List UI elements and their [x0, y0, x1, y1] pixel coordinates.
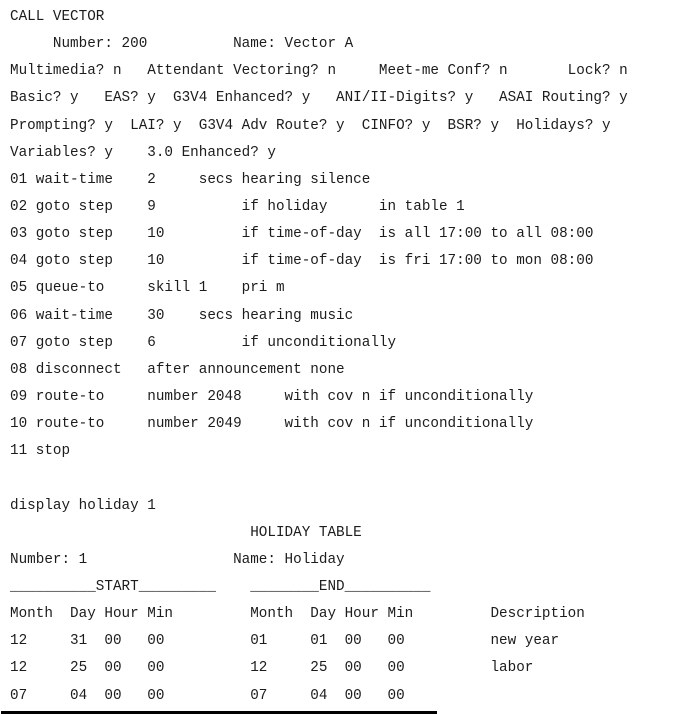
- vector-flags-line: Multimedia? n Attendant Vectoring? n Meet-me Conf? n Lock? n: [10, 63, 628, 80]
- vector-flags-line: Prompting? y LAI? y G3V4 Adv Route? y CINFO? y BSR? y Holidays? y: [10, 117, 611, 134]
- vector-step-line: 09 route-to number 2048 with cov n if unconditionally: [10, 388, 534, 405]
- vector-step-line: 06 wait-time 30 secs hearing music: [10, 307, 354, 324]
- holiday-table-title: HOLIDAY TABLE: [10, 524, 362, 541]
- holiday-number-name-line: Number: 1 Name: Holiday: [10, 551, 345, 568]
- vector-step-line: 11 stop: [10, 443, 71, 460]
- vector-step-line: 03 goto step 10 if time-of-day is all 17:00 to all 08:00: [10, 226, 594, 243]
- vector-step-line: 08 disconnect after announcement none: [10, 361, 345, 378]
- call-vector-title: CALL VECTOR: [10, 9, 105, 25]
- holiday-start-end-band: __________START_________ ________END__________: [10, 578, 431, 595]
- vector-step-line: 07 goto step 6 if unconditionally: [10, 334, 397, 351]
- holiday-row: 07 04 00 00 07 04 00 00: [10, 687, 405, 704]
- vector-step-line: 10 route-to number 2049 with cov n if unconditionally: [10, 416, 534, 433]
- blank-line: [10, 465, 679, 492]
- command-line[interactable]: display holiday 1: [10, 497, 156, 514]
- vector-step-line: 01 wait-time 2 secs hearing silence: [10, 171, 371, 188]
- vector-flags-line: Variables? y 3.0 Enhanced? y: [10, 144, 276, 161]
- holiday-column-headers: Month Day Hour Min Month Day Hour Min Description: [10, 606, 585, 623]
- vector-step-line: 05 queue-to skill 1 pri m: [10, 280, 285, 297]
- vector-number-name-line: Number: 200 Name: Vector A: [10, 36, 354, 53]
- holiday-row: 12 25 00 00 12 25 00 00 labor: [10, 660, 534, 677]
- vector-step-line: 02 goto step 9 if holiday in table 1: [10, 198, 465, 215]
- holiday-row: 12 31 00 00 01 01 00 00 new year: [10, 633, 560, 650]
- vector-flags-line: Basic? y EAS? y G3V4 Enhanced? y ANI/II-Digits? y ASAI Routing? y: [10, 90, 628, 107]
- vector-step-line: 04 goto step 10 if time-of-day is fri 17:00 to mon 08:00: [10, 253, 594, 270]
